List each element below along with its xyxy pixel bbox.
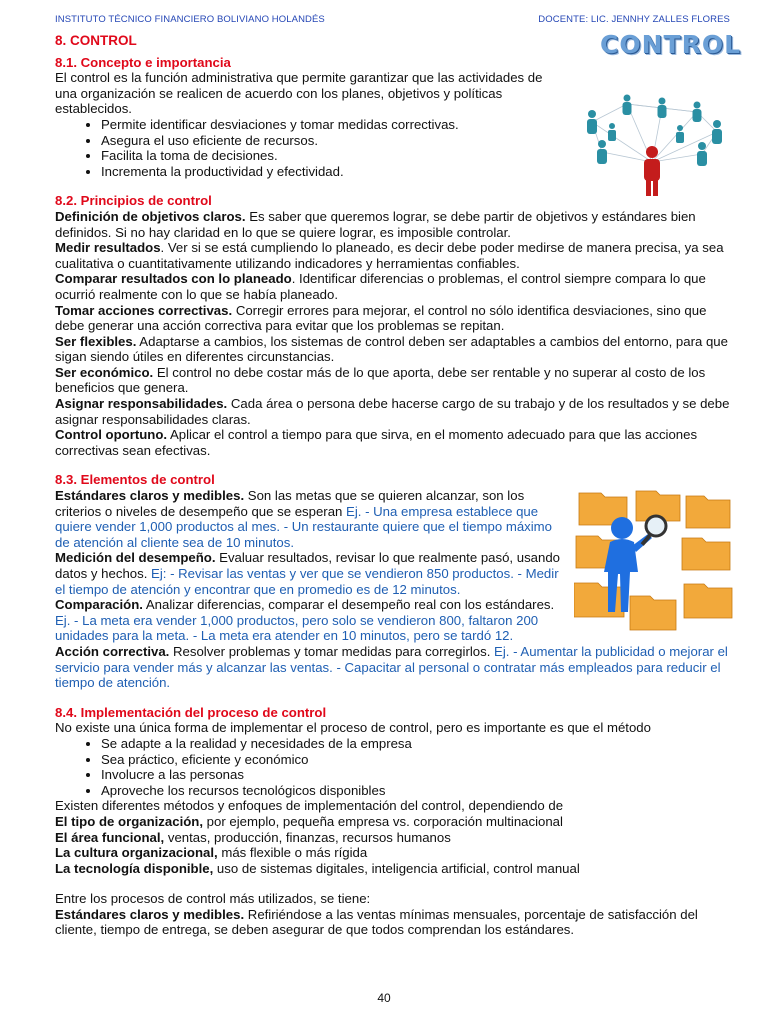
element-item (55, 597, 565, 644)
header-institution: INSTITUTO TÉCNICO FINANCIERO BOLIVIANO HOLANDÉS (55, 14, 325, 25)
method-item (55, 861, 735, 877)
list-item: • Se adapte a la realidad y necesidades de la empresa (101, 736, 735, 752)
principle-term: Medir resultados (55, 240, 161, 256)
paragraph: Existen diferentes métodos y enfoques de implementación del control, dependiendo de (55, 798, 564, 814)
element-example: Ej: - Revisar las ventas y ver que se vendieron 850 productos. - Medir el tiempo de atención y encontrar que en promedio es de 12 minutos. (55, 566, 559, 597)
principle-text: El control no debe costar más de lo que aporta, debe ser rentable y no superar al costo de los beneficios que genera. (55, 364, 706, 396)
process-term: Estándares claros y medibles. (55, 906, 245, 922)
principle-text: Adaptarse a cambios, los sistemas de control deben ser adaptables a cambios del entorno, para que sigan siendo útiles en diferentes circunstancias. (55, 333, 728, 365)
principle-item (55, 303, 735, 334)
list-item: • Aproveche los recursos tecnológicos disponibles (101, 783, 735, 799)
section-heading: 8.4. Implementación del proceso de control (55, 704, 327, 720)
principle-term: Comparar resultados con lo planeado (55, 271, 292, 287)
element-item (55, 644, 735, 691)
list-item: • Facilita la toma de decisiones. (101, 148, 735, 164)
principle-item (55, 365, 735, 396)
method-term: El área funcional, (55, 829, 165, 845)
process-text: Refiriéndose a las ventas mínimas mensuales, porcentaje de satisfacción del cliente, tiempo de entrega, se deben asegurar de que todos comprendan los estándares. (55, 906, 698, 938)
element-text: Evaluar resultados, revisar lo que realmente pasó, usando datos y hechos. (55, 550, 561, 581)
principle-term: Control oportuno. (55, 427, 168, 443)
method-term: La cultura organizacional, (55, 845, 218, 861)
list-item: • Involucre a las personas (101, 767, 735, 783)
element-text: Resolver problemas y tomar medidas para corregirlos. (169, 643, 495, 659)
principle-term: Asignar responsabilidades. (55, 396, 228, 412)
list-item: • Asegura el uso eficiente de recursos. (101, 133, 735, 149)
section-elements (55, 472, 735, 690)
method-text: más flexible o más rígida (217, 845, 368, 861)
method-text: ventas, producción, finanzas, recursos humanos (164, 829, 451, 845)
method-term: El tipo de organización, (55, 813, 204, 829)
principle-item (55, 396, 735, 427)
header-teacher: DOCENTE: LIC. JENNHY ZALLES FLORES (538, 14, 730, 25)
bullet-list (55, 117, 735, 179)
control-wordart-title: CONTROL (600, 30, 742, 59)
chapter-title: 8. CONTROL (55, 33, 137, 48)
element-example: Ej. - La meta era vender 1,000 productos, pero solo se vendieron 800, faltaron 200 unidades para la meta. - La meta era atender en 10 minutos, pero se tardó 12. (55, 612, 539, 644)
method-text: por ejemplo, pequeña empresa vs. corporación multinacional (203, 813, 563, 829)
principle-term: Tomar acciones correctivas. (55, 302, 233, 318)
principle-item (55, 271, 735, 302)
method-term: La tecnología disponible, (55, 860, 214, 876)
element-term: Estándares claros y medibles. (55, 488, 245, 504)
principle-text: Es saber que queremos lograr, se debe partir de objetivos y estándares bien definidos. Si no hay claridad en lo que se quiere lograr, es imposible controlar. (55, 208, 696, 240)
page-number: 40 (377, 991, 391, 1005)
bullet-list (55, 736, 735, 798)
element-item (55, 550, 565, 597)
principle-item (55, 334, 735, 365)
principle-term: Definición de objetivos claros. (55, 208, 246, 224)
process-item (55, 907, 735, 938)
paragraph: El control es la función administrativa que permite garantizar que las actividades de una organización se realicen de acuerdo con los planes, objetivos y políticas establecidos. (55, 70, 543, 117)
section-heading: 8.2. Principios de control (55, 193, 212, 209)
element-example: Ej. - Una empresa establece que quiere vender 1,000 productos al mes. - Un restaurante quiere que el tiempo máximo de atención al cliente sea de 10 minutos. (55, 503, 552, 550)
section-implementation (55, 705, 735, 938)
element-term: Acción correctiva. (55, 643, 170, 659)
principle-text: Aplicar el control a tiempo para que sirva, en el momento adecuado para que las acciones correctivas sean efectivas. (55, 427, 698, 458)
element-example: Ej. - Aumentar la publicidad o mejorar el servicio para vender más y alcanzar las ventas. - Capacitar al personal o contratar más empleados para reducir el tiempo de atención. (55, 643, 728, 691)
section-heading: 8.1. Concepto e importancia (55, 54, 231, 70)
section-principles (55, 193, 735, 458)
paragraph: Entre los procesos de control más utilizados, se tiene: (55, 891, 371, 907)
principle-item (55, 240, 735, 271)
element-term: Comparación. (55, 597, 143, 613)
document-body (55, 33, 735, 938)
method-item (55, 845, 735, 861)
method-item (55, 814, 735, 830)
principle-item (55, 209, 735, 240)
principle-text: Cada área o persona debe hacerse cargo de su trabajo y de los resultados y se debe asignar responsabilidades claras. (55, 396, 730, 427)
list-item: • Sea práctico, eficiente y económico (101, 752, 735, 768)
element-text: Son las metas que se quieren alcanzar, son los criterios o niveles de desempeño que se esperan (55, 488, 525, 519)
section-heading: 8.3. Elementos de control (55, 472, 215, 488)
principle-text: . Identificar diferencias o problemas, el control siempre compara lo que ocurrió realmente con lo que se había planeado. (55, 271, 706, 302)
method-item (55, 830, 735, 846)
principle-term: Ser flexibles. (55, 333, 137, 349)
principle-term: Ser económico. (55, 364, 154, 380)
principle-item (55, 427, 735, 458)
element-term: Medición del desempeño. (55, 550, 216, 566)
element-item (55, 488, 565, 550)
paragraph: No existe una única forma de implementar el proceso de control, pero es importante es que el método (55, 720, 651, 736)
element-text: Analizar diferencias, comparar el desempeño real con los estándares. (142, 597, 555, 613)
list-item: • Incrementa la productividad y efectividad. (101, 164, 735, 180)
list-item: • Permite identificar desviaciones y tomar medidas correctivas. (101, 117, 735, 133)
section-concept (55, 55, 735, 180)
principle-text: . Ver si se está cumpliendo lo planeado, es decir debe poder medirse de manera precisa, ya sea cualitativa o cuantitativamente utilizando indicadores y herramientas confiables. (55, 240, 724, 271)
principle-text: Corregir errores para mejorar, el control no sólo identifica desviaciones, sino que debe generar una acción correctiva para evitar que los problemas se repitan. (55, 302, 707, 334)
method-text: uso de sistemas digitales, inteligencia artificial, control manual (213, 860, 580, 876)
